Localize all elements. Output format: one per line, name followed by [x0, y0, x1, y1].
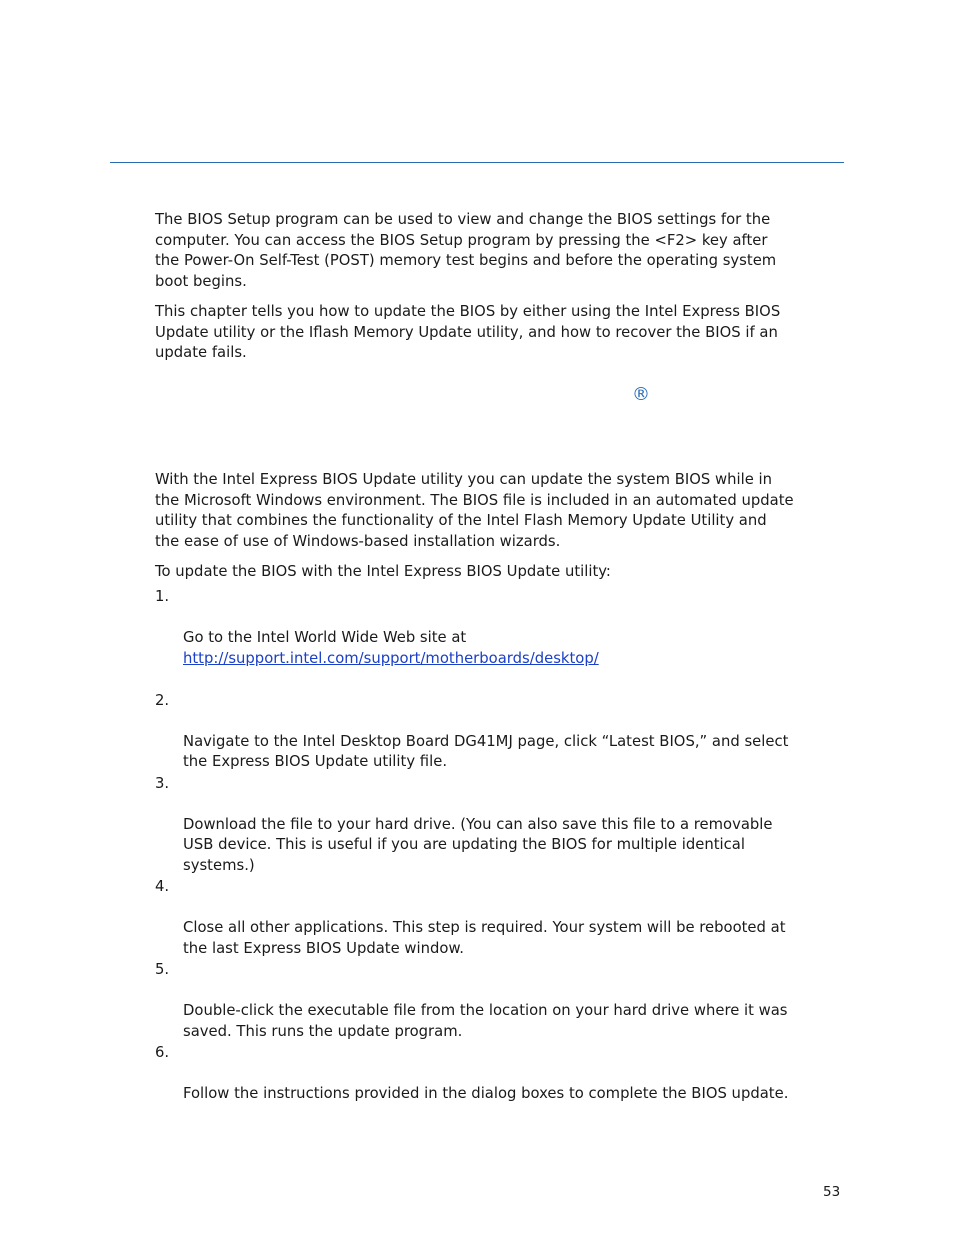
step-text: Follow the instructions provided in the dialog boxes to complete the BIOS update. [183, 1085, 789, 1102]
list-item [155, 960, 845, 1042]
list-item [155, 877, 845, 959]
intro-paragraph-2: This chapter tells you how to update the BIOS by either using the Intel Express BIOS Update utility or the Iflash Memory Update utility, and how to recover the BIOS if an update fails. [155, 303, 781, 361]
step-number: 1. [155, 588, 170, 605]
step-number: 4. [155, 878, 170, 895]
update-instructions-intro: To update the BIOS with the Intel Express BIOS Update utility: [155, 563, 611, 580]
list-item [155, 1043, 845, 1105]
update-steps-list [155, 587, 845, 1106]
step-number: 2. [155, 691, 170, 709]
list-item [155, 774, 845, 877]
step-number: 6. [155, 1044, 170, 1061]
step-text: Close all other applications. This step is required. Your system will be rebooted at the last Express BIOS Update window. [183, 919, 786, 957]
chapter-heading-rule [110, 162, 844, 163]
step-text: Double-click the executable file from the location on your hard drive where it was saved. This runs the update program. [183, 1002, 788, 1040]
express-bios-paragraph: With the Intel Express BIOS Update utility you can update the system BIOS while in the Microsoft Windows environment. The BIOS file is included in an automated update utility that combines the functionality of the Intel Flash Memory Update Utility and the ease of use of Windows-based installation wizards. [155, 471, 794, 550]
step-text: Go to the Intel World Wide Web site at [183, 629, 467, 646]
registered-trademark-mark: ® [632, 384, 650, 405]
step-number: 3. [155, 774, 170, 792]
step-number: 5. [155, 961, 170, 978]
intro-paragraph-1: The BIOS Setup program can be used to view and change the BIOS settings for the computer. You can access the BIOS Setup program by pressing the <F2> key after the Power-On Self-Test (POST) memory test begins and before the operating system boot begins. [155, 211, 777, 290]
list-item [155, 691, 845, 773]
step-text: Download the file to your hard drive. (You can also save this file to a removable USB device. This is useful if you are updating the BIOS for multiple identical systems.) [183, 815, 773, 874]
list-item [155, 587, 845, 690]
page-number: 53 [823, 1184, 841, 1200]
intel-support-link[interactable]: http://support.intel.com/support/motherboards/desktop/ [183, 649, 599, 667]
step-text: Navigate to the Intel Desktop Board DG41MJ page, click “Latest BIOS,” and select the Express BIOS Update utility file. [183, 732, 789, 770]
